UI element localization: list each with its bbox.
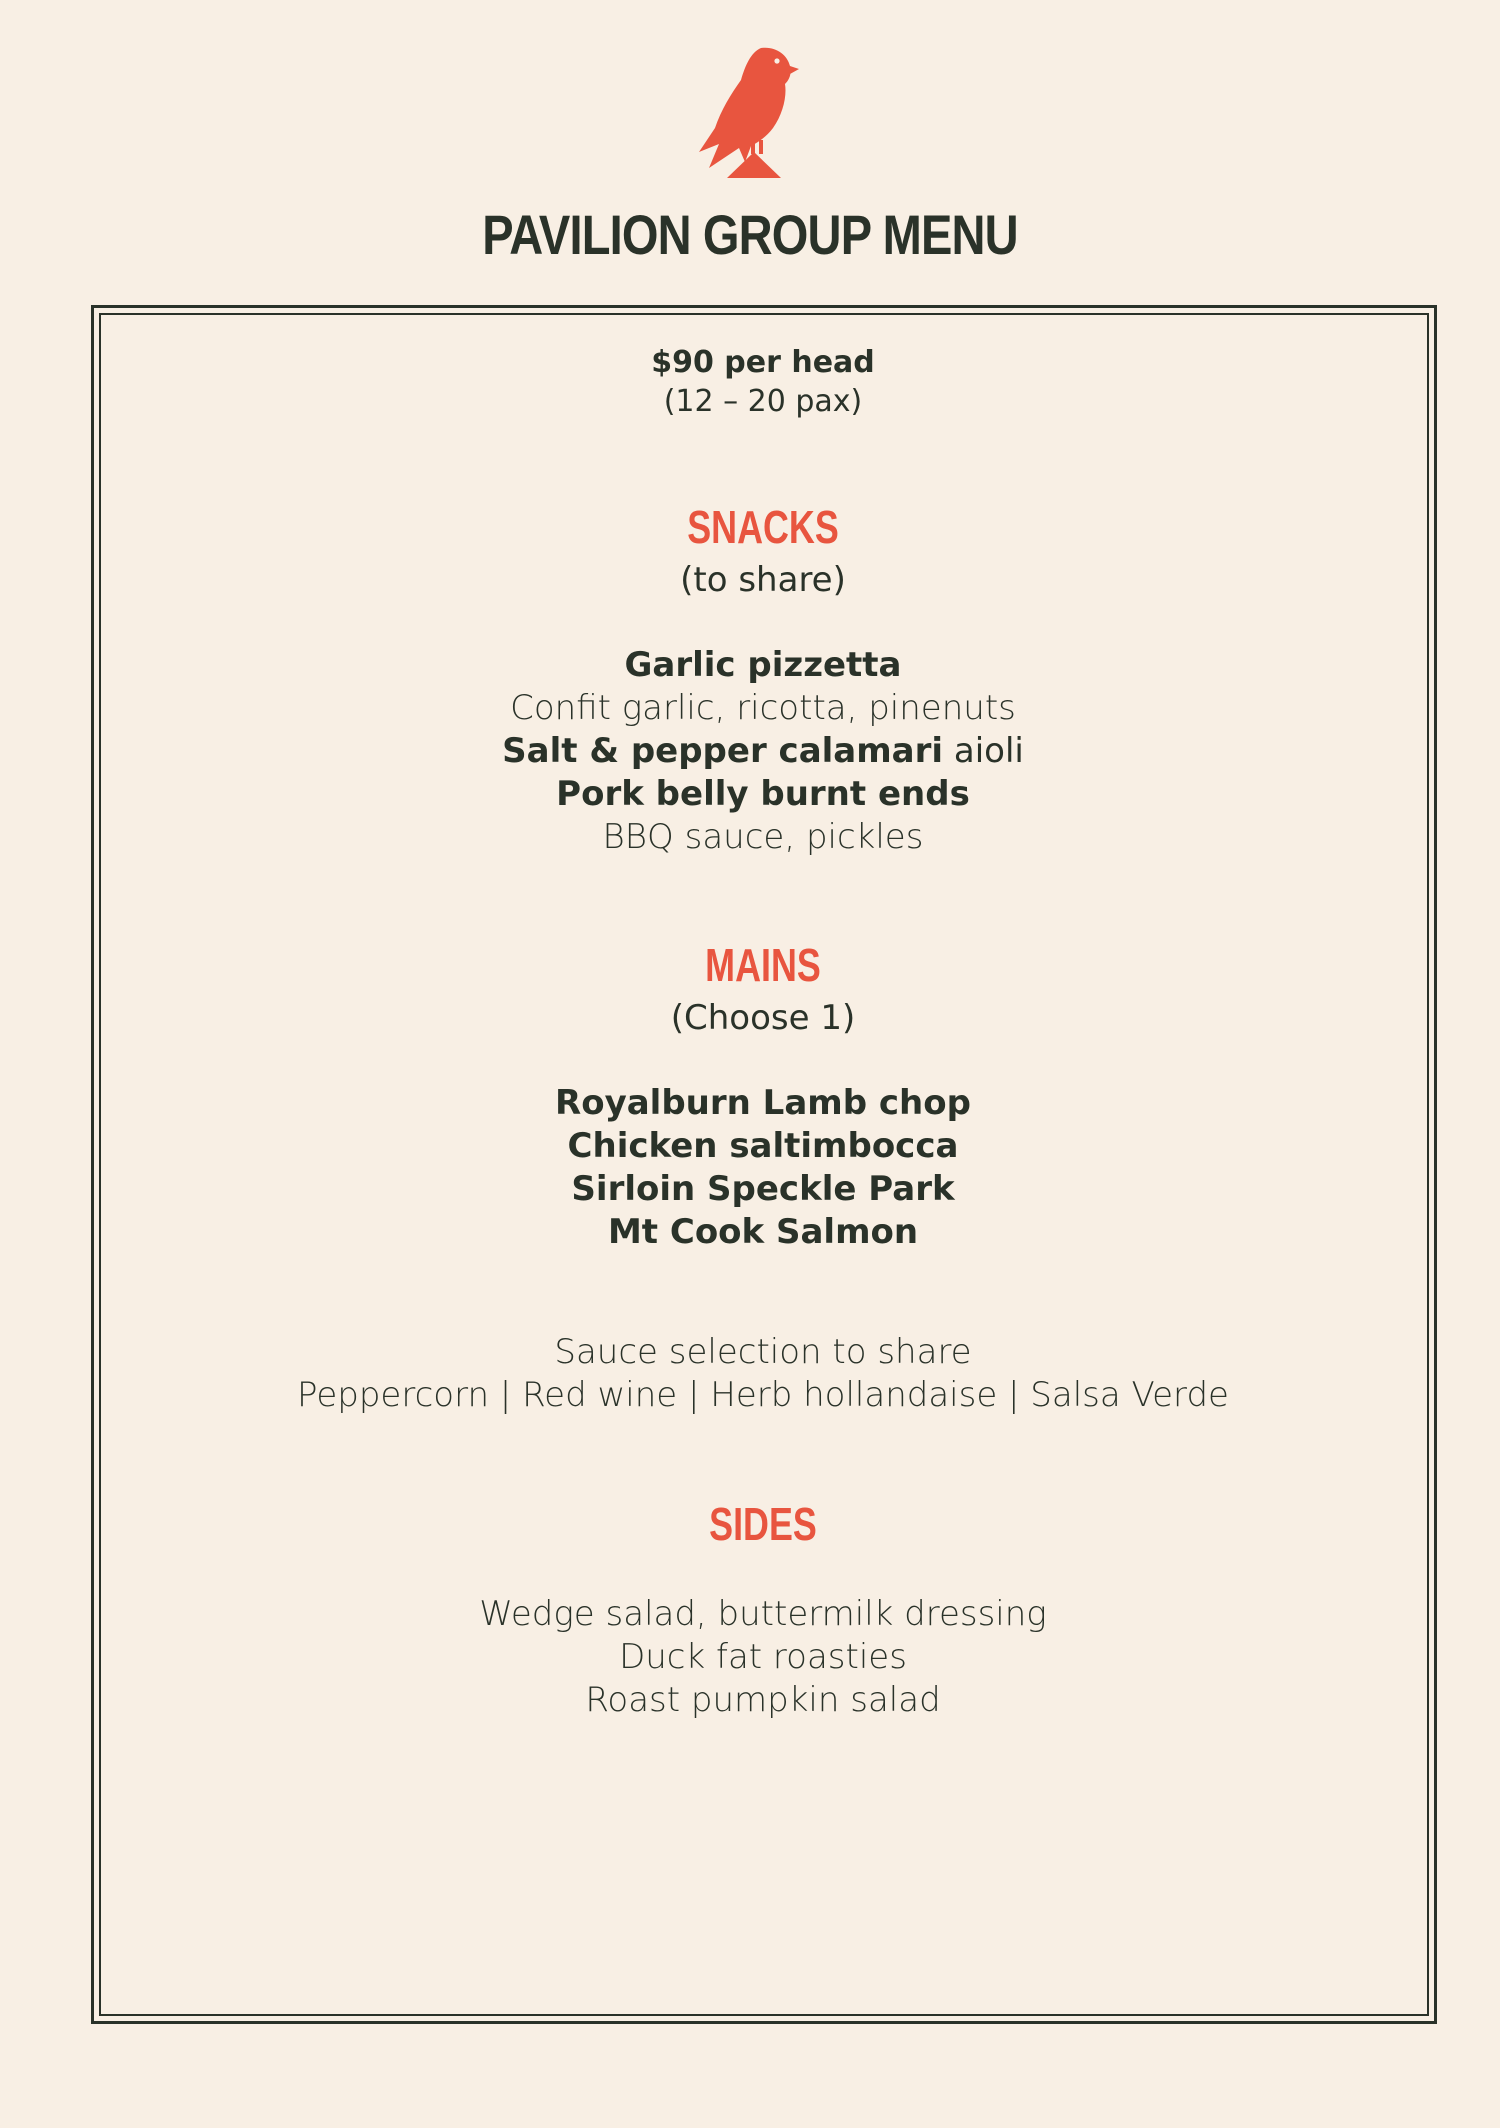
side-item: Duck fat roasties [619, 1637, 907, 1677]
snacks-subtitle: (to share) [680, 560, 846, 600]
snack-item-description: aioli [943, 731, 1024, 771]
snack-item-description: Confit garlic, ricotta, pinenuts [510, 688, 1016, 728]
snack-item-row [0, 730, 1500, 773]
side-item: Roast pumpkin salad [585, 1680, 941, 1720]
sauce-heading: Sauce selection to share [554, 1332, 972, 1372]
group-size: (12 – 20 pax) [663, 384, 863, 419]
snack-item-description: BBQ sauce, pickles [602, 817, 924, 857]
mains-heading: MAINS [705, 939, 821, 991]
main-item: Royalburn Lamb chop [555, 1083, 971, 1123]
main-item: Sirloin Speckle Park [571, 1169, 955, 1209]
snacks-heading: SNACKS [687, 501, 839, 553]
bird-logo-icon [695, 44, 805, 180]
snack-item-name: Salt & pepper calamari [502, 731, 944, 771]
price-per-head: $90 per head [651, 345, 875, 380]
mains-subtitle: (Choose 1) [670, 998, 856, 1038]
main-item: Chicken saltimbocca [567, 1126, 959, 1166]
sauce-list: Peppercorn | Red wine | Herb hollandaise | Salsa Verde [297, 1375, 1229, 1415]
snack-item-name: Pork belly burnt ends [556, 774, 970, 814]
snack-item-name: Garlic pizzetta [624, 645, 902, 685]
page-title: PAVILION GROUP MENU [482, 203, 1018, 266]
main-item: Mt Cook Salmon [607, 1212, 919, 1252]
side-item: Wedge salad, buttermilk dressing [479, 1594, 1047, 1634]
sides-heading: SIDES [709, 1498, 817, 1550]
